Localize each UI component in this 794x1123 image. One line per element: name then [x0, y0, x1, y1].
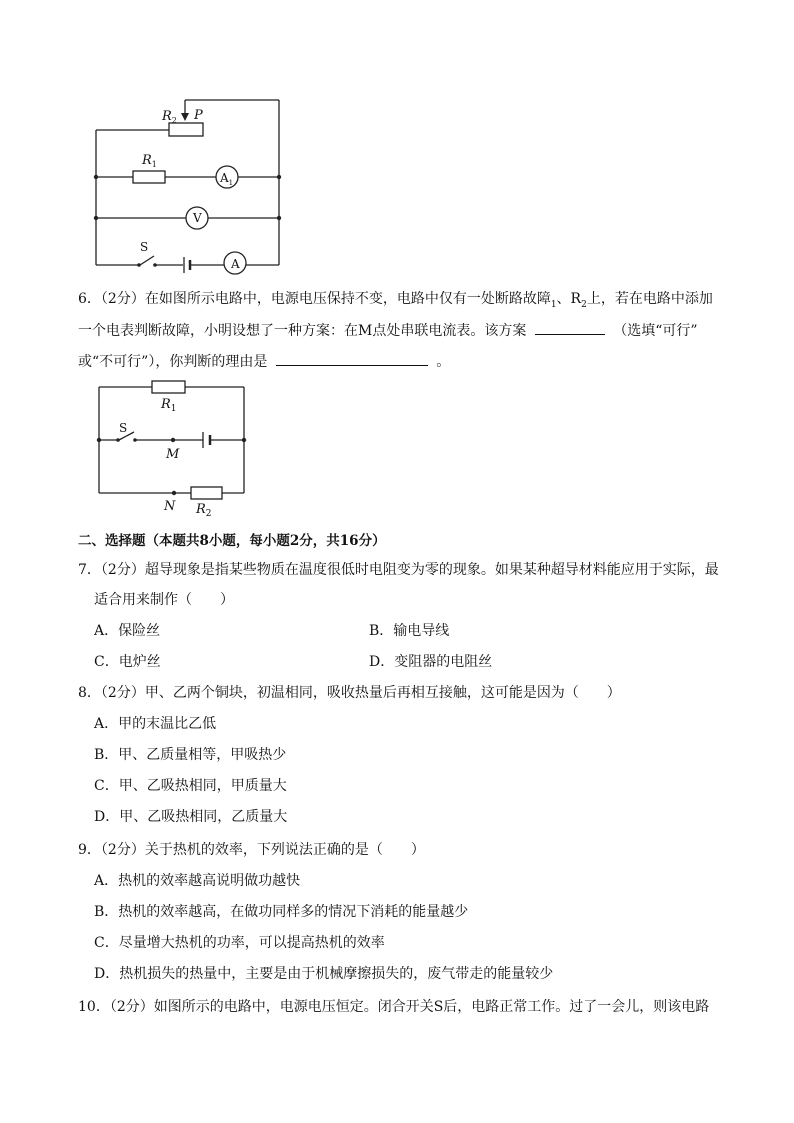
question-6-line-1: 6．（2分）在如图所示电路中，电源电压保持不变，电路中仅有一处断路故障$_1$、$R_2$上，若在电路中添加 [78, 291, 713, 310]
question-6-line-2: 一个电表判断故障，小明设想了一种方案：在M点处串联电流表。该方案 （选填“可行” [78, 320, 698, 341]
circuit-diagram-1 [0, 0, 794, 280]
switch-s-label: S [140, 240, 149, 254]
q8-option-d[interactable]: D．甲、乙吸热相同，乙质量大 [94, 809, 288, 825]
point-m-label: M [166, 447, 180, 462]
switch-s-label-2: S [119, 421, 128, 435]
q8-option-c[interactable]: C．甲、乙吸热相同，甲质量大 [94, 778, 287, 794]
r1-label: $R_1$ [142, 153, 157, 169]
q9-option-b[interactable]: B．热机的效率越高，在做功同样多的情况下消耗的能量越少 [94, 904, 469, 920]
question-7-line-2: 适合用来制作（ ） [94, 592, 234, 608]
point-n-label: N [164, 499, 176, 514]
section-2-title: 二、选择题（本题共8小题，每小题2分，共16分） [78, 533, 386, 549]
r2-label: $R_2$ [162, 109, 177, 125]
q7-option-d[interactable]: D．变阻器的电阻丝 [369, 654, 493, 670]
question-6-line-3: 或“不可行”），你判断的理由是 。 [78, 351, 450, 372]
r1-label-2: $R_1$ [161, 397, 177, 414]
q8-option-a[interactable]: A．甲的末温比乙低 [94, 716, 217, 732]
q7-option-c[interactable]: C．电炉丝 [94, 654, 161, 670]
question-7-line-1: 7．（2分）超导现象是指某些物质在温度很低时电阻变为零的现象。如果某种超导材料能应用于实际，最 [78, 562, 719, 578]
ammeter-a-label: A [231, 257, 240, 271]
q7-option-b[interactable]: B．输电导线 [369, 623, 450, 639]
q7-option-a[interactable]: A．保险丝 [94, 623, 161, 639]
q9-option-d[interactable]: D．热机损失的热量中，主要是由于机械摩擦损失的，废气带走的能量较少 [94, 966, 554, 982]
question-8-line-1: 8．（2分）甲、乙两个铜块，初温相同，吸收热量后再相互接触，这可能是因为（ ） [78, 685, 621, 701]
answer-blank-reason[interactable] [276, 351, 428, 366]
question-10-line-1: 10．（2分）如图所示的电路中，电源电压恒定。闭合开关S后，电路正常工作。过了一会儿，则该电路 [78, 999, 710, 1015]
ammeter-a1-label: $A_1$ [220, 171, 234, 187]
answer-blank-feasibility[interactable] [535, 320, 605, 335]
slider-p-label: P [194, 108, 203, 123]
voltmeter-label: V [193, 211, 202, 225]
q9-option-a[interactable]: A．热机的效率越高说明做功越快 [94, 873, 301, 889]
question-9-line-1: 9．（2分）关于热机的效率，下列说法正确的是（ ） [78, 842, 425, 858]
circuit-diagram-2 [0, 370, 794, 520]
q8-option-b[interactable]: B．甲、乙质量相等，甲吸热少 [94, 747, 287, 763]
r2-label-2: $R_2$ [196, 502, 212, 519]
q9-option-c[interactable]: C．尽量增大热机的功率，可以提高热机的效率 [94, 935, 385, 951]
